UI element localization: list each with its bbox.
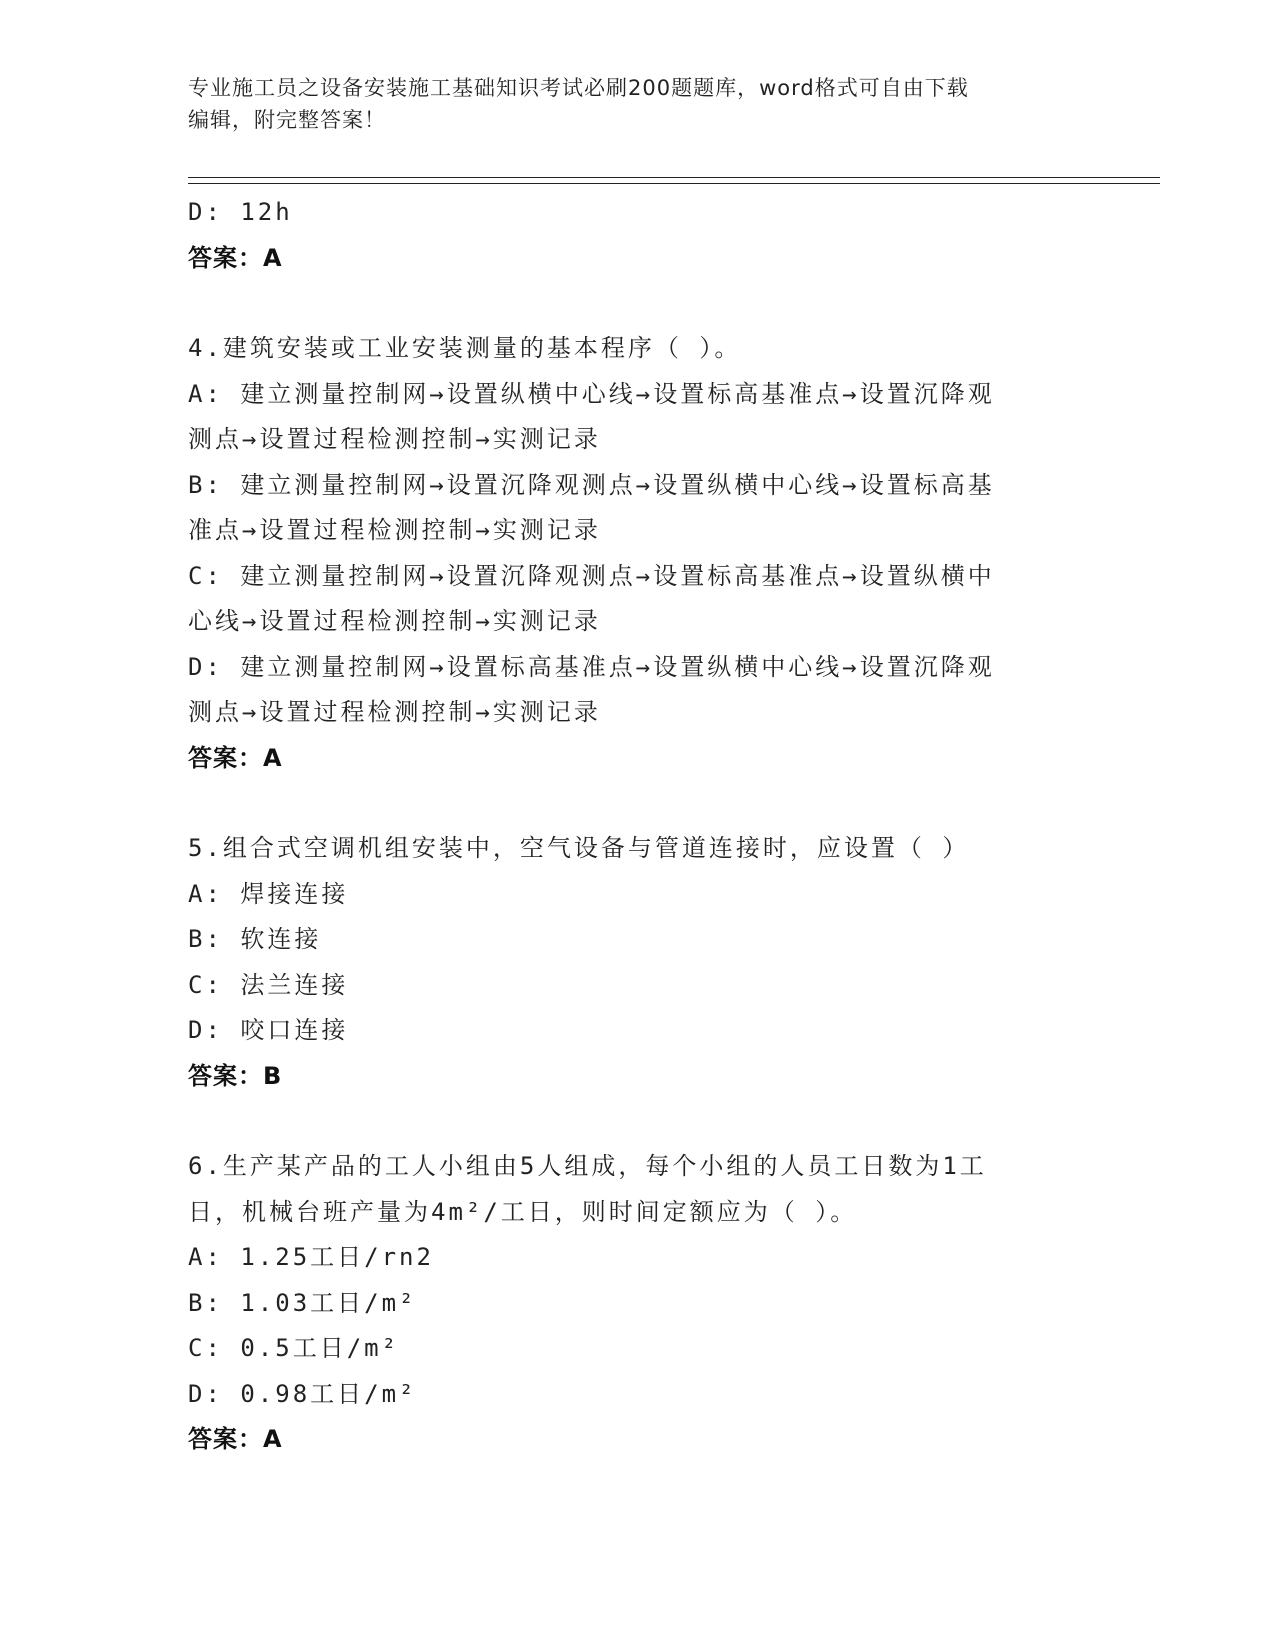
spacer (188, 1099, 1088, 1144)
question-stem-line-1: 6.生产某产品的工人小组由5人组成，每个小组的人员工日数为1工 (188, 1152, 987, 1180)
header-divider-bottom (188, 183, 1160, 184)
spacer (188, 781, 1088, 826)
option-c-line-2: 心线→设置过程检测控制→实测记录 (188, 607, 601, 635)
question-stem: 4.建筑安装或工业安装测量的基本程序（ ）。 (188, 334, 742, 362)
option-d: D: 0.98工日/m² (188, 1379, 417, 1408)
option-b: B: 软连接 (188, 925, 322, 953)
option-a-line-2: 测点→设置过程检测控制→实测记录 (188, 425, 601, 453)
option-c: C: 0.5工日/m² (188, 1334, 400, 1362)
question-stem-line-2: 日，机械台班产量为4m²/工日，则时间定额应为（ ）。 (188, 1197, 858, 1226)
option-d: D: 12h (188, 198, 293, 226)
option-c-line-1: C: 建立测量控制网→设置沉降观测点→设置标高基准点→设置纵横中 (188, 561, 995, 590)
answer-line: 答案：A (188, 243, 283, 272)
document-header (188, 72, 1068, 136)
option-b: B: 1.03工日/m² (188, 1288, 417, 1317)
option-a-line-1: A: 建立测量控制网→设置纵横中心线→设置标高基准点→设置沉降观 (188, 379, 995, 408)
question-stem: 5.组合式空调机组安装中，空气设备与管道连接时，应设置（ ） (188, 834, 970, 862)
question-5 (188, 826, 1088, 1099)
option-d: D: 咬口连接 (188, 1016, 349, 1044)
answer-line: 答案：A (188, 743, 283, 772)
option-d-line-2: 测点→设置过程检测控制→实测记录 (188, 698, 601, 726)
answer-line: 答案：A (188, 1425, 283, 1453)
question-content (188, 190, 1088, 1463)
question-6 (188, 1144, 1088, 1463)
option-b-line-1: B: 建立测量控制网→设置沉降观测点→设置纵横中心线→设置标高基 (188, 470, 995, 499)
option-d-line-1: D: 建立测量控制网→设置标高基准点→设置纵横中心线→设置沉降观 (188, 652, 995, 681)
header-title-line-1: 专业施工员之设备安装施工基础知识考试必刷200题题库，word格式可自由下载 (188, 76, 969, 100)
previous-question-tail (188, 190, 1088, 281)
option-c: C: 法兰连接 (188, 970, 349, 999)
question-4 (188, 326, 1088, 781)
spacer (188, 281, 1088, 326)
option-a: A: 焊接连接 (188, 879, 349, 908)
option-a: A: 1.25工日/rn2 (188, 1243, 434, 1271)
header-divider-top (188, 177, 1160, 178)
header-title-line-2: 编辑，附完整答案！ (188, 108, 386, 132)
answer-line: 答案：B (188, 1061, 283, 1090)
option-b-line-2: 准点→设置过程检测控制→实测记录 (188, 516, 601, 544)
